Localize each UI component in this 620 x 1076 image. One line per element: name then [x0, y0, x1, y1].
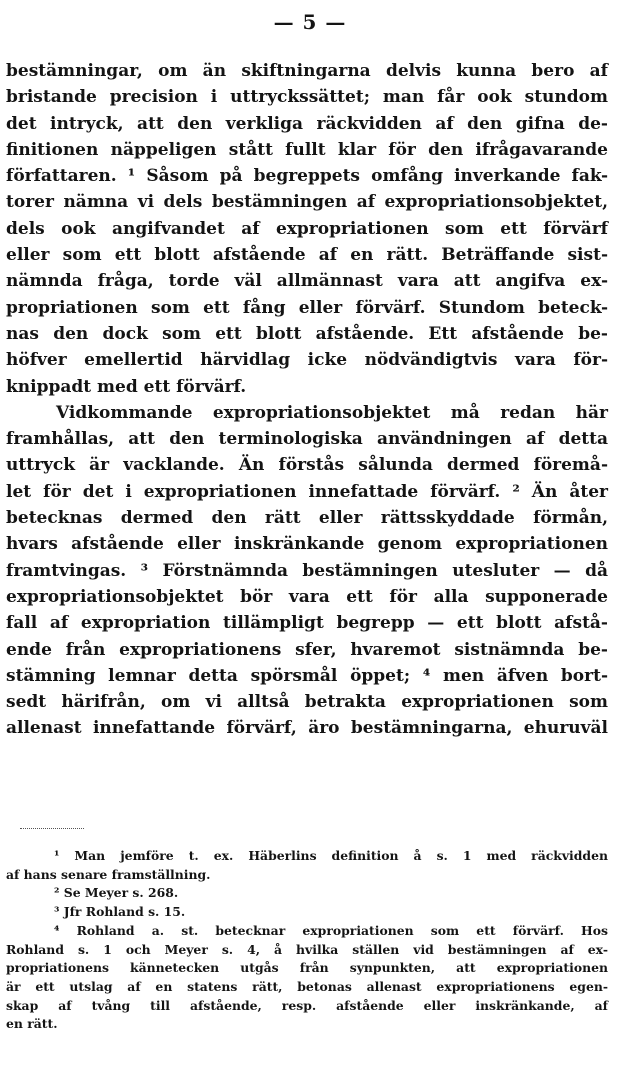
- footnote-line: ³ Jfr Rohland s. 15.: [54, 904, 186, 920]
- text-line: uttryck är vacklande. Än förstås sålunda dermed föremå-: [6, 455, 608, 476]
- paragraph-2: [6, 400, 608, 742]
- text-line: fall af expropriation tillämpligt begrepp — ett blott afstå-: [6, 613, 608, 634]
- text-line: det intryck, att den verkliga räckvidden af den gifna de-: [6, 113, 608, 134]
- footnote-4: [6, 922, 608, 1034]
- text-line: torer nämna vi dels bestämningen af expropriationsobjektet,: [6, 192, 608, 213]
- footnote-line: ¹ Man jemföre t. ex. Häberlins definition å s. 1 med räckvidden: [54, 848, 608, 863]
- paragraph-1: [6, 58, 608, 400]
- page-number: — 5 —: [273, 10, 347, 34]
- text-line: höfver emellertid härvidlag icke nödvändigtvis vara för-: [6, 350, 608, 371]
- footnote-3: [6, 903, 608, 922]
- footnote-separator: [20, 828, 84, 829]
- text-line: dels ook angifvandet af expropriationen som ett förvärf: [6, 218, 608, 239]
- text-line: bristande precision i uttryckssättet; man får ook stundom: [6, 87, 608, 108]
- footnote-1: [6, 847, 608, 884]
- footnote-line: ² Se Meyer s. 268.: [54, 885, 179, 901]
- footnote-line: ⁴ Rohland a. st. betecknar expropriationen som ett förvärf. Hos: [54, 922, 608, 938]
- text-line: nämnda fråga, torde väl allmännast vara att angifva ex-: [6, 271, 608, 292]
- footnote-line: är ett utslag af en statens rätt, betonas allenast expropriationens egen-: [6, 978, 608, 994]
- text-line: stämning lemnar detta spörsmål öppet; ⁴ men äfven bort-: [6, 665, 608, 686]
- text-line: knippadt med ett förvärf.: [6, 376, 247, 397]
- text-line: nas den dock som ett blott afstående. Ett afstående be-: [6, 323, 608, 344]
- footnote-line: en rätt.: [6, 1016, 58, 1032]
- text-line: ende från expropriationens sfer, hvaremot sistnämnda be-: [6, 639, 608, 660]
- text-line: eller som ett blott afstående af en rätt. Beträffande sist-: [6, 245, 608, 266]
- footnote-line: Rohland s. 1 och Meyer s. 4, å hvilka ställen vid bestämningen af ex-: [6, 941, 608, 957]
- footnote-2: [6, 884, 608, 903]
- text-line: författaren. ¹ Såsom på begreppets omfång inverkande fak-: [6, 166, 608, 187]
- text-line: sedt härifrån, om vi alltså betrakta expropriationen som: [6, 692, 608, 713]
- text-line: framtvingas. ³ Förstnämnda bestämningen utesluter — då: [6, 560, 608, 581]
- text-line: framhållas, att den terminologiska användningen af detta: [6, 429, 608, 450]
- text-line: Vidkommande expropriationsobjektet må redan här: [56, 402, 608, 423]
- footnote-line: af hans senare framställning.: [6, 866, 211, 882]
- text-line: allenast innefattande förvärf, äro bestämningarna, ehuruväl: [6, 718, 608, 739]
- footnote-line: skap af tvång till afstående, resp. afstående eller inskränkande, af: [6, 997, 608, 1013]
- body-text: [6, 58, 608, 742]
- text-line: expropriationsobjektet bör vara ett för alla supponerade: [6, 586, 608, 607]
- text-line: propriationen som ett fång eller förvärf. Stundom beteck-: [6, 297, 608, 318]
- text-line: bestämningar, om än skiftningarna delvis kunna bero af: [6, 61, 608, 81]
- text-line: hvars afstående eller inskränkande genom expropriationen: [6, 534, 608, 555]
- text-line: let för det i expropriationen innefattade förvärf. ² Än åter: [6, 481, 608, 502]
- text-line: finitionen näppeligen stått fullt klar för den ifrågavarande: [6, 139, 608, 160]
- footnotes: [6, 847, 608, 1034]
- footnote-line: propriationens kännetecken utgås från synpunkten, att expropriationen: [6, 960, 608, 976]
- text-line: betecknas dermed den rätt eller rättsskyddade förmån,: [6, 508, 608, 529]
